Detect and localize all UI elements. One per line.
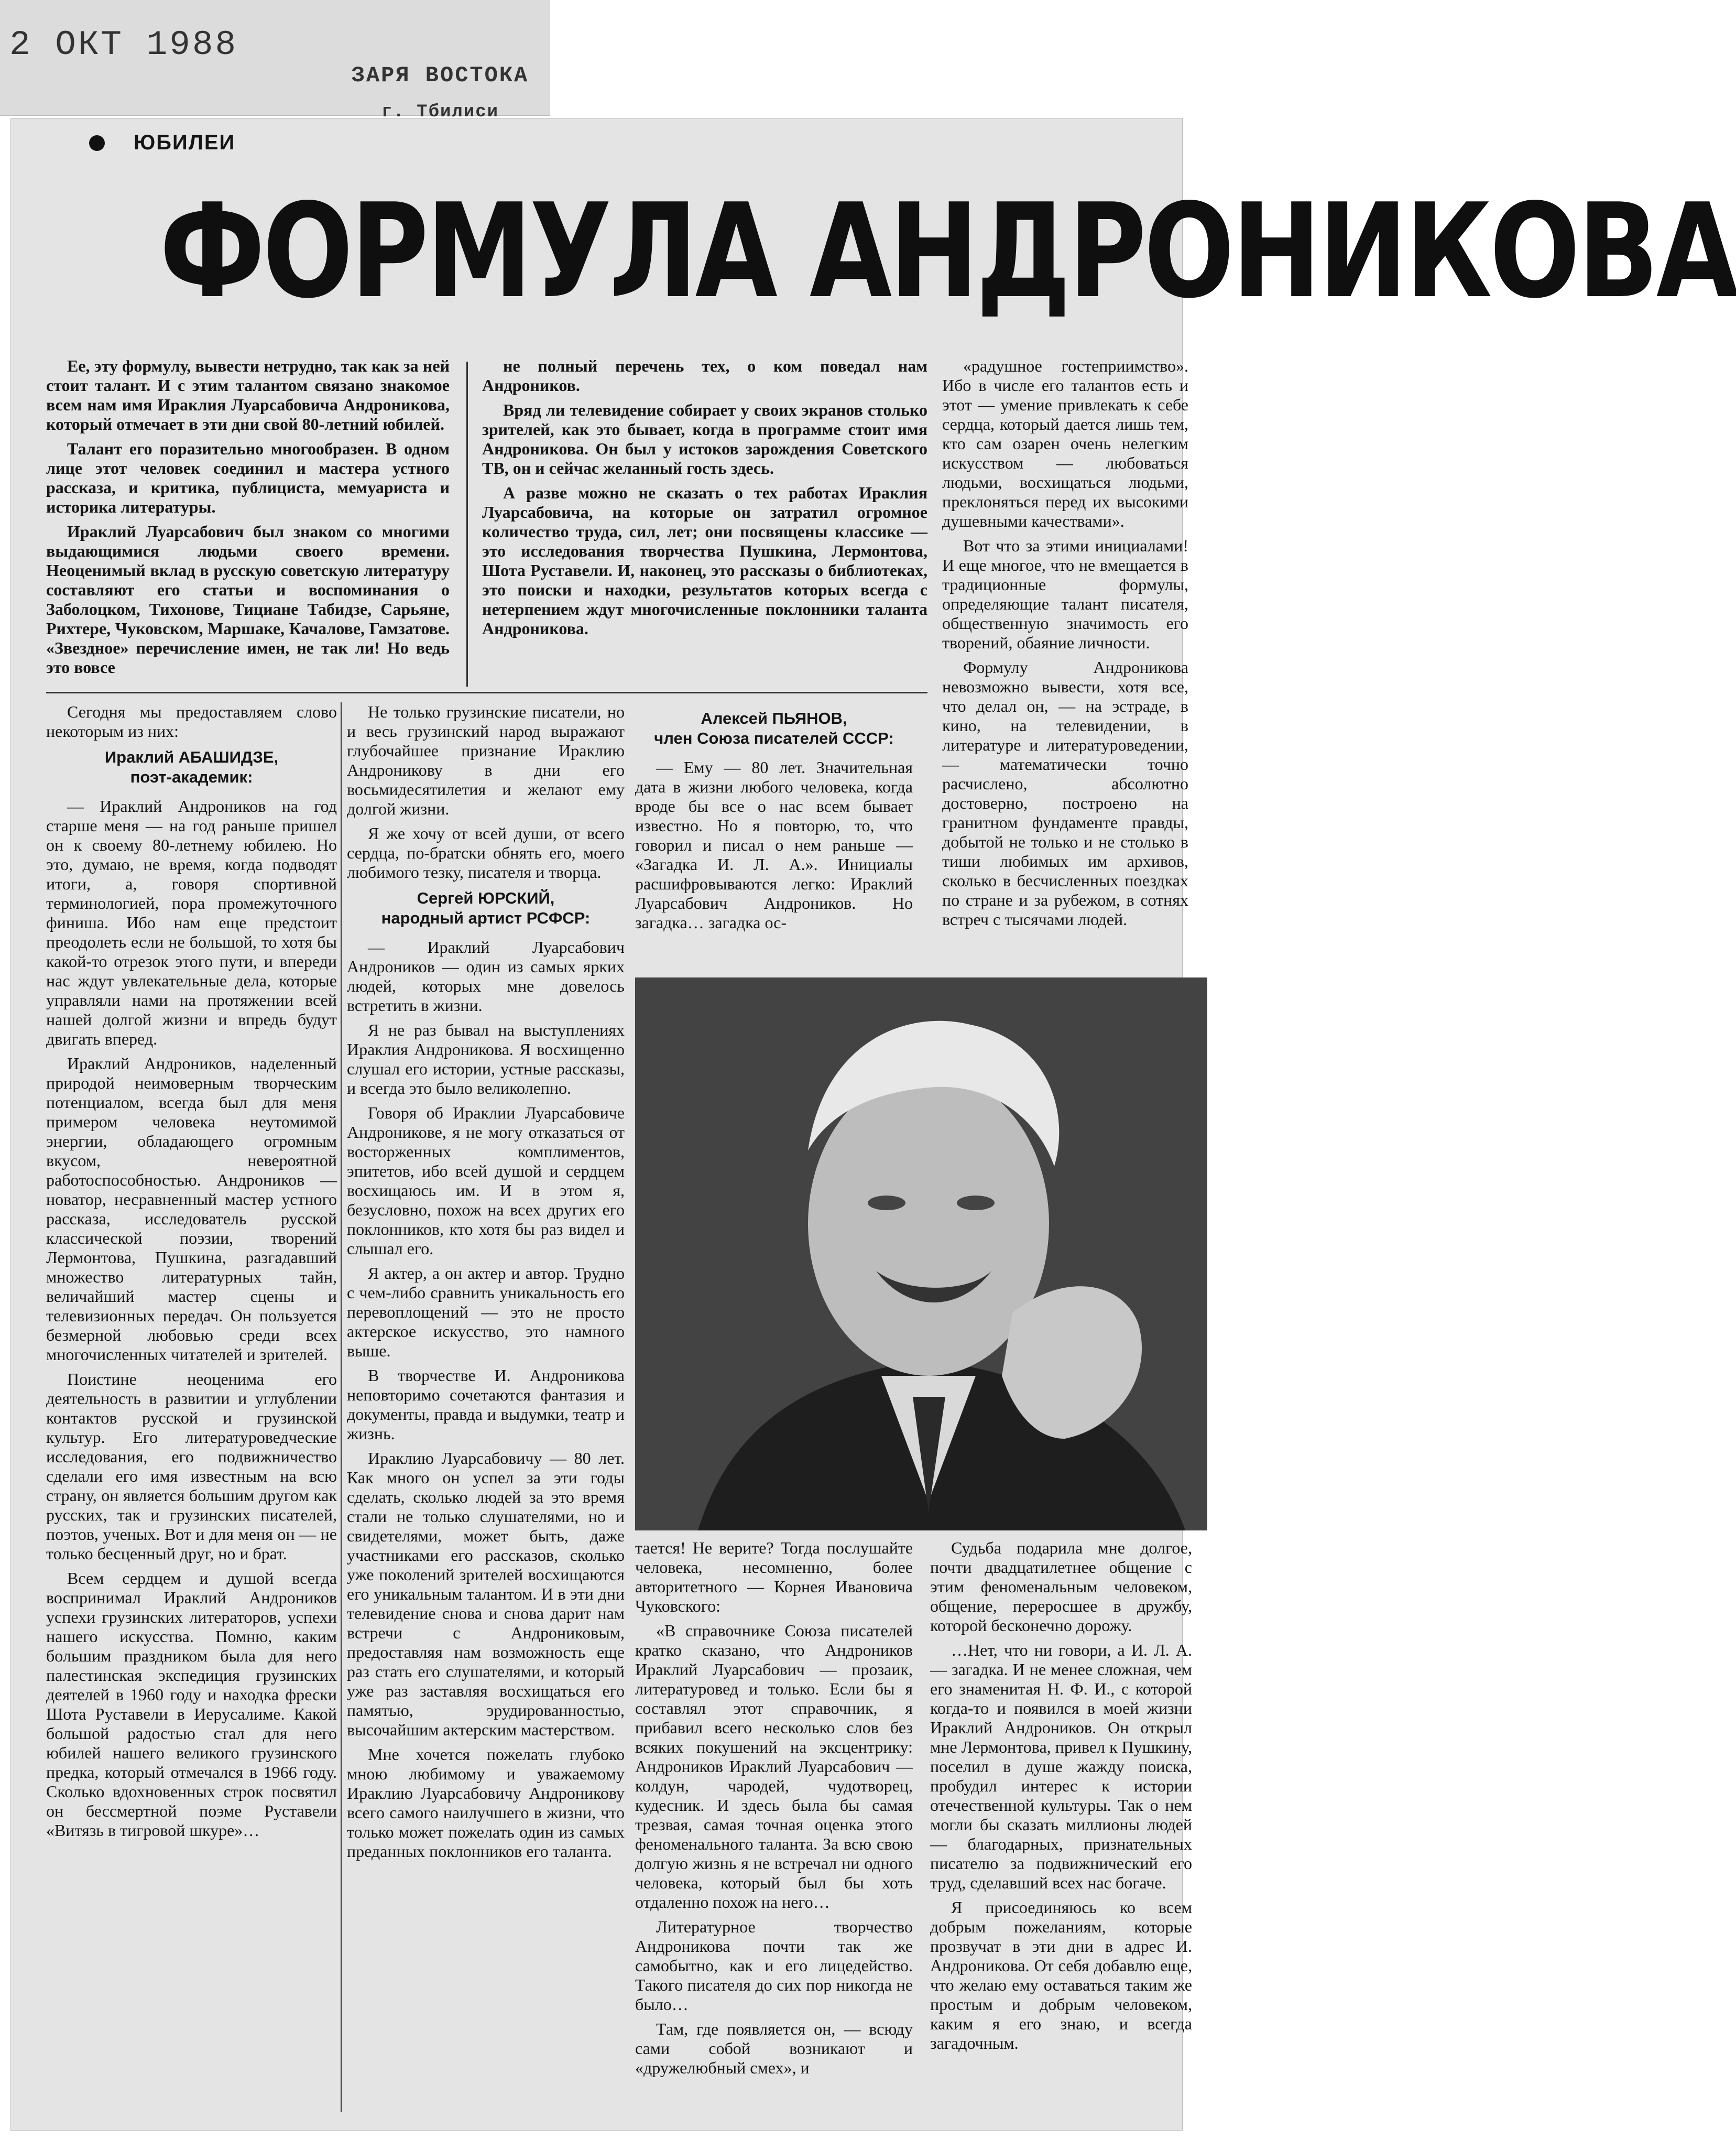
intro-paragraph: Ираклий Луарсабович был знаком со многими выдающимися людьми своего времени. Неоценимый вклад в русскую советскую литературу составляют его статьи и воспоминания о Заболоцком, Тихонове, Тициане Табидзе, Сарьяне, Рихтере, Чуковском, Маршаке, Качалове, Гамзатове. «Звездное» перечисление имен, не так ли! Но ведь это вовсе xyxy=(46,522,450,677)
paragraph: — Ему — 80 лет. Значительная дата в жизни любого человека, когда вроде бы все о нас всем бывает известно. Но я повторю, то, что говорил и писал о нем раньше — «Загадка И. Л. А.». Инициалы расшифровываются легко: Ираклий Луарсабович Андроников. Но загадка… загадка ос- xyxy=(635,758,913,932)
paragraph: Мне хочется пожелать глубоко мною любимому и уважаемому Ираклию Луарсабовичу Андроникову всего самого наилучшего в жизни, что только может пожелать один из самых преданных поклонников его таланта. xyxy=(347,1745,625,1861)
intro-paragraph: Талант его поразительно многообразен. В одном лице этот человек соединил и мастера устного рассказа, и критика, публициста, мемуариста и историка литературы. xyxy=(46,439,450,516)
section-rule xyxy=(46,692,927,693)
paragraph: Формулу Андроникова невозможно вывести, хотя все, что делал он, — на эстраде, в кино, на телевидении, в литературе и литературоведении, — математически точно расчислено, абсолютно достоверно, построено на гранитном фундаменте правды, добытой не только и не столько в тиши любимых им архивов, сколько в бесчисленных поездках по стране и за рубежом, в сотнях встреч с тысячами людей. xyxy=(942,658,1188,929)
date-stamp: 2 ОКТ 1988 xyxy=(9,25,238,64)
paragraph: Не только грузинские писатели, но и весь грузинский народ выражают глубочайшее признание Ираклию Андроникову в дни его восьмидесятилетия и желают ему долгой жизни. xyxy=(347,702,625,818)
column-rule xyxy=(466,362,468,687)
article-column-4-bottom xyxy=(930,1538,1192,2115)
paragraph: Всем сердцем и душой всегда воспринимал Ираклий Андроников успехи грузинских литераторов, успехи нашего искусства. Помню, каким большим праздником была для него палестинская экспедиция грузинских деятелей в 1960 году и находка фрески Шота Руставели в Иерусалиме. Какой большой радостью стал для него юбилей нашего великого грузинского предка, который отмечался в 1966 году. Сколько вдохновенных строк посвятил он бессмертной поэме Руставели «Витязь в тигровой шкуре»… xyxy=(46,1569,337,1840)
paragraph: Я присоединяюсь ко всем добрым пожеланиям, которые прозвучат в эти дни в адрес И. Андроникова. От себя добавлю еще, что желаю ему оставаться таким же простым и добрым человеком, каким я его знаю, и всегда загадочным. xyxy=(930,1898,1192,2052)
article-column-3-bottom xyxy=(635,1538,913,2115)
author-signature xyxy=(347,888,625,928)
paragraph: Ираклию Луарсабовичу — 80 лет. Как много он успел за эти годы сделать, сколько людей за это время стали не только слушателями, но и свидетелями, может быть, даже участниками его рассказов, сколько уже поколений зрителей восхищаются его уникальным талантом. И в эти дни телевидение снова и снова дарит нам встречи с Андрониковым, предоставляя нам возможность еще раз стать его слушателями, и который уже раз заставляя восхищаться его памятью, эрудированностью, высочайшим актерским мастерством. xyxy=(347,1449,625,1739)
paragraph: Говоря об Ираклии Луарсабовиче Андроникове, я не могу отказаться от восторженных комплиментов, эпитетов, ибо всей душой и сердцем восхищаюсь им. И в этом я, безусловно, похож на всех других его поклонников, кто хотя бы раз видел и слышал его. xyxy=(347,1103,625,1258)
rubric: ЮБИЛЕИ xyxy=(134,131,236,154)
article-column-4-top xyxy=(942,356,1188,975)
paragraph: «В справочнике Союза писателей кратко сказано, что Андроников Ираклий Луарсабович — прозаик, литературовед и только. Если бы я составлял этот справочник, я прибавил всего несколько слов без всяких покушений на эксцентрику: Андроников Ираклий Луарсабович — колдун, чародей, чудотворец, кудесник. И здесь была бы самая трезвая, самая точная оценка этого феноменального таланта. За всю свою долгую жизнь я не встречал ни одного человека, который был бы хоть отдаленно похож на него… xyxy=(635,1621,913,1911)
article-column-3-top xyxy=(635,702,913,975)
paragraph: Судьба подарила мне долгое, почти двадцатилетнее общение с этим феноменальным человеком, общение, переросшее в дружбу, которой бесконечно дорожу. xyxy=(930,1538,1192,1635)
newspaper-name: ЗАРЯ ВОСТОКА xyxy=(351,63,529,88)
author-name: Алексей ПЬЯНОВ, xyxy=(701,709,847,727)
paragraph: …Нет, что ни говори, а И. Л. А. — загадка. И не менее сложная, чем его знаменитая Н. Ф. И., с которой когда-то и появился в моей жизни Ираклий Андроников. Он открыл мне Лермонтова, привел к Пушкину, поселил в душе жажду поиска, пробудил интерес к истории отечественной культуры. Так о нем могли бы сказать миллионы людей — благодарных, признательных писателю за подвижнический его труд, сделавший всех нас богаче. xyxy=(930,1641,1192,1892)
author-title: народный артист РСФСР: xyxy=(381,909,591,927)
newspaper-city: г. Тбилиси xyxy=(381,102,499,122)
archive-stamp xyxy=(0,0,550,116)
bullet-icon xyxy=(89,135,105,151)
paragraph: Я не раз бывал на выступлениях Ираклия Андроникова. Я восхищенно слушал его истории, устные рассказы, и всегда это было великолепно. xyxy=(347,1020,625,1098)
paragraph: Поистине неоценима его деятельность в развитии и углублении контактов русской и грузинской культур. Его литературоведческие исследования, его подвижничество сделали его имя известным на всю страну, он является большим другом как русских, так и грузинских писателей, поэтов, ученых. Вот и для меня он — не только бесценный друг, но и брат. xyxy=(46,1370,337,1563)
article-column-2 xyxy=(347,702,625,2117)
paragraph: В творчестве И. Андроникова неповторимо сочетаются фантазия и документы, правда и выдумки, театр и жизнь. xyxy=(347,1366,625,1443)
paragraph: «радушное гостеприимство». Ибо в числе его талантов есть и этот — умение привлекать к себе сердца, который дается лишь тем, кто сам озарен очень нелегким искусством — любоваться людьми, восхищаться людьми, преклоняться перед их высокими душевными качествами». xyxy=(942,356,1188,530)
intro-column-1 xyxy=(46,356,450,692)
intro-paragraph: А разве можно не сказать о тех работах Ираклия Луарсабовича, на которые он затратил огромное количество труда, сил, лет; они посвящены классике — это исследования творчества Пушкина, Лермонтова, Шота Руставели. И, наконец, это рассказы о библиотеках, это поиски и находки, результатов которых всегда с нетерпением ждут многочисленные поклонники таланта Андроникова. xyxy=(482,483,927,638)
author-name: Сергей ЮРСКИЙ, xyxy=(417,889,555,907)
paragraph: Я актер, а он актер и автор. Трудно с чем-либо сравнить уникальность его перевоплощений — это не просто актерское искусство, это намного выше. xyxy=(347,1264,625,1360)
paragraph: тается! Не верите? Тогда послушайте человека, несомненно, более авторитетного — Корнея Ивановича Чуковского: xyxy=(635,1538,913,1615)
intro-column-2 xyxy=(482,356,927,692)
opening-paragraph: Сегодня мы предоставляем слово некоторым из них: xyxy=(46,702,337,741)
author-name: Ираклий АБАШИДЗЕ, xyxy=(104,748,279,766)
author-signature xyxy=(635,709,913,748)
intro-paragraph: Вряд ли телевидение собирает у своих экранов столько зрителей, как это бывает, когда в программе стоит имя Андроникова. Он был у истоков зарождения Советского ТВ, он и сейчас желанный гость здесь. xyxy=(482,400,927,477)
author-title: поэт-академик: xyxy=(130,768,253,786)
headline: ФОРМУЛА АНДРОНИКОВА xyxy=(159,176,1736,327)
portrait-image xyxy=(635,977,1207,1530)
paragraph: Вот что за этими инициалами! И еще многое, что не вмещается в традиционные формулы, определяющие талант писателя, общественную значимость его творений, обаяние личности. xyxy=(942,536,1188,652)
intro-paragraph: Ее, эту формулу, вывести нетрудно, так как за ней стоит талант. И с этим талантом связано знакомое всем нам имя Ираклия Луарсабовича Андроникова, который отмечает в эти дни свой 80-летний юбилей. xyxy=(46,356,450,433)
paragraph: — Ираклий Луарсабович Андроников — один из самых ярких людей, которых мне довелось встретить в жизни. xyxy=(347,938,625,1015)
portrait-photo xyxy=(635,977,1207,1530)
intro-paragraph: не полный перечень тех, о ком поведал нам Андроников. xyxy=(482,356,927,395)
paragraph: Там, где появляется он, — всюду сами собой возникают и «дружелюбный смех», и xyxy=(635,2019,913,2077)
paragraph: Ираклий Андроников, наделенный природой неимоверным творческим потенциалом, всегда был для меня примером человека неутомимой энергии, обладающего огромным вкусом, невероятной работоспособностью. Андроников — новатор, несравненный мастер устного рассказа, исследователь русской классической поэзии, творений Лермонтова, Пушкина, разгадавший множество литературных тайн, величайший мастер сцены и телевизионных передач. Он пользуется безмерной любовью среди всех многочисленных читателей и зрителей. xyxy=(46,1054,337,1364)
paragraph: — Ираклий Андроников на год старше меня — на год раньше пришел он к своему 80-летнему юбилею. Но это, думаю, не время, когда подводят итоги, а, говоря спортивной терминологией, пора промежуточного финиша. Ибо нам еще предстоит преодолеть если не большой, то хотя бы какой-то отрезок этого пути, и впереди нас ждут увлекательные дела, которые управляли нами на протяжении всей нашей долгой жизни и впредь будут двигать вперед. xyxy=(46,797,337,1048)
paragraph: Литературное творчество Андроникова почти так же самобытно, как и его лицедейство. Такого писателя до сих пор никогда не было… xyxy=(635,1917,913,2014)
article-column-1 xyxy=(46,702,337,2117)
column-rule xyxy=(341,702,342,2112)
author-signature xyxy=(46,747,337,787)
paragraph: Я же хочу от всей души, от всего сердца, по-братски обнять его, моего любимого тезку, писателя и творца. xyxy=(347,824,625,882)
author-title: член Союза писателей СССР: xyxy=(654,729,894,747)
